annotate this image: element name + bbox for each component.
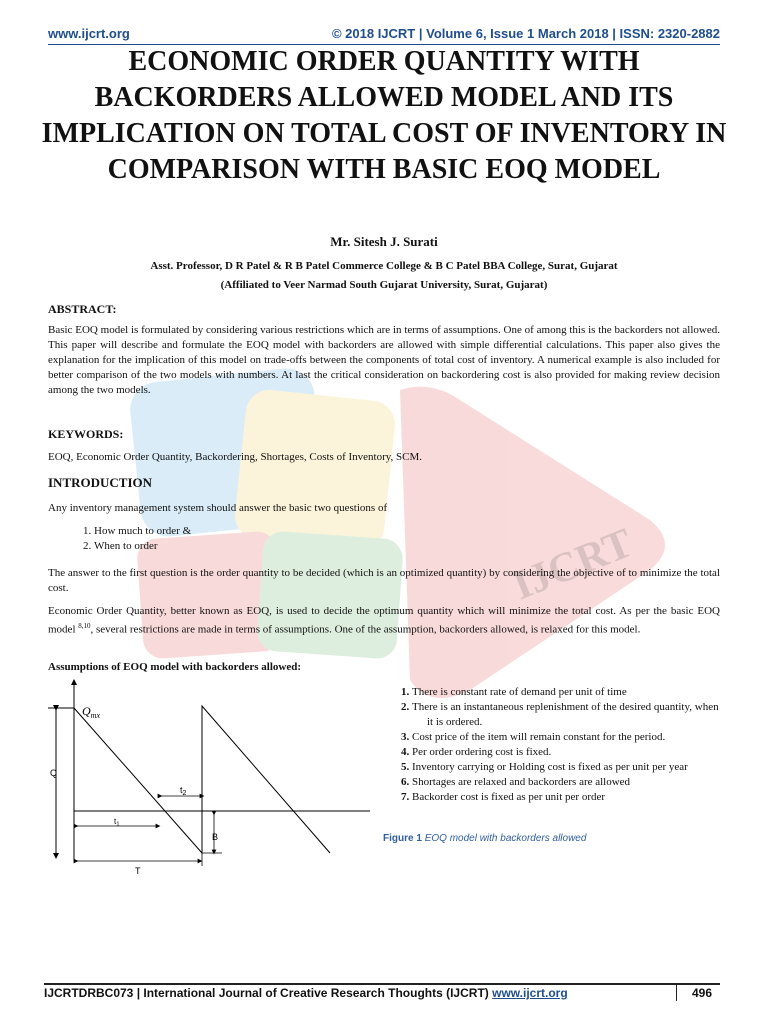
footer-link[interactable]: www.ijcrt.org xyxy=(492,986,568,1000)
list-item: There is an instantaneous replenishment of the desired quantity, when it is ordered. xyxy=(412,701,719,728)
university-affiliation: (Affiliated to Veer Narmad South Gujarat University, Surat, Gujarat) xyxy=(220,279,548,291)
eoq-diagram xyxy=(40,676,380,876)
figure-caption: Figure 1 EOQ model with backorders allowed xyxy=(383,833,587,844)
footer-divider xyxy=(44,983,720,985)
paper-title: ECONOMIC ORDER QUANTITY WITH BACKORDERS ALLOWED MODEL AND ITS IMPLICATION ON TOTAL COST OF INVENTORY IN COMPARISON WITH BASIC EOQ MODEL xyxy=(41,46,727,185)
keywords-heading: KEYWORDS: xyxy=(48,427,124,441)
page-separator xyxy=(676,985,677,1001)
qmx-label: $Q_{mx}$ xyxy=(82,704,100,720)
abstract-text: Basic EOQ model is formulated by considering various restrictions which are in terms of assumptions. One of among this is the backorders not allowed. This paper will describe and formulate the EOQ model with backorders are allowed with simple differential calculations. This paper also gives the explanation for the implication of this model on trade-offs between the components of total cost of inventory. A numerical example is also included for better comparison of the two models with numbers. At last the critical consideration on backordering cost is also provided for making review decision among the two models. xyxy=(48,324,720,396)
introduction-para-1: The answer to the first question is the order quantity to be decided (which is an optimized quantity) by considering the objective of to minimize the total cost. xyxy=(48,567,720,594)
list-item: There is constant rate of demand per unit of time xyxy=(412,686,627,698)
author-affiliation: Asst. Professor, D R Patel & R B Patel Commerce College & B C Patel BBA College, Surat, Gujarat xyxy=(150,260,618,272)
list-item: Shortages are relaxed and backorders are allowed xyxy=(412,776,631,788)
abstract-heading: ABSTRACT: xyxy=(48,302,117,316)
list-item: Cost price of the item will remain constant for the period. xyxy=(412,731,666,743)
list-item: Inventory carrying or Holding cost is fixed as per unit per year xyxy=(412,761,688,773)
introduction-para-2: Economic Order Quantity, better known as EOQ, is used to decide the optimum quantity which will minimize the total cost. As per the basic EOQ model $^{8,10}$, several restrictions are made in terms of assumptions. One of the assumption, backorders allowed, is relaxed for this model. xyxy=(48,605,720,636)
journal-site: www.ijcrt.org xyxy=(48,26,130,41)
q-label: Q xyxy=(50,768,58,778)
list-item: Backorder cost is fixed as per unit per order xyxy=(412,791,606,803)
citation-ref: 8,10 xyxy=(78,622,91,630)
introduction-lead: Any inventory management system should answer the basic two questions of xyxy=(48,502,388,514)
watermark-text: IJCRT xyxy=(506,519,640,610)
introduction-heading: INTRODUCTION xyxy=(48,475,153,490)
t1-label: $t_1$ xyxy=(114,817,120,828)
t2-label: $t_2$ xyxy=(180,785,187,797)
page-number: 496 xyxy=(691,986,712,1000)
assumptions-list xyxy=(385,685,720,805)
list-item: 1. How much to order & xyxy=(94,524,191,539)
questions-list xyxy=(48,524,191,554)
b-label: B xyxy=(212,832,219,842)
keywords-text: EOQ, Economic Order Quantity, Backordering, Shortages, Costs of Inventory, SCM. xyxy=(48,451,423,463)
t-label: T xyxy=(135,866,141,876)
list-item: 2. When to order xyxy=(94,539,191,554)
assumptions-heading: Assumptions of EOQ model with backorders allowed: xyxy=(48,661,302,673)
journal-info: © 2018 IJCRT | Volume 6, Issue 1 March 2018 | ISSN: 2320-2882 xyxy=(331,26,720,41)
footer-citation: IJCRTDRBC073 | International Journal of Creative Research Thoughts (IJCRT) www.ijcrt.org xyxy=(44,986,568,1000)
list-item: Per order ordering cost is fixed. xyxy=(412,746,552,758)
author-name: Mr. Sitesh J. Surati xyxy=(330,234,438,249)
